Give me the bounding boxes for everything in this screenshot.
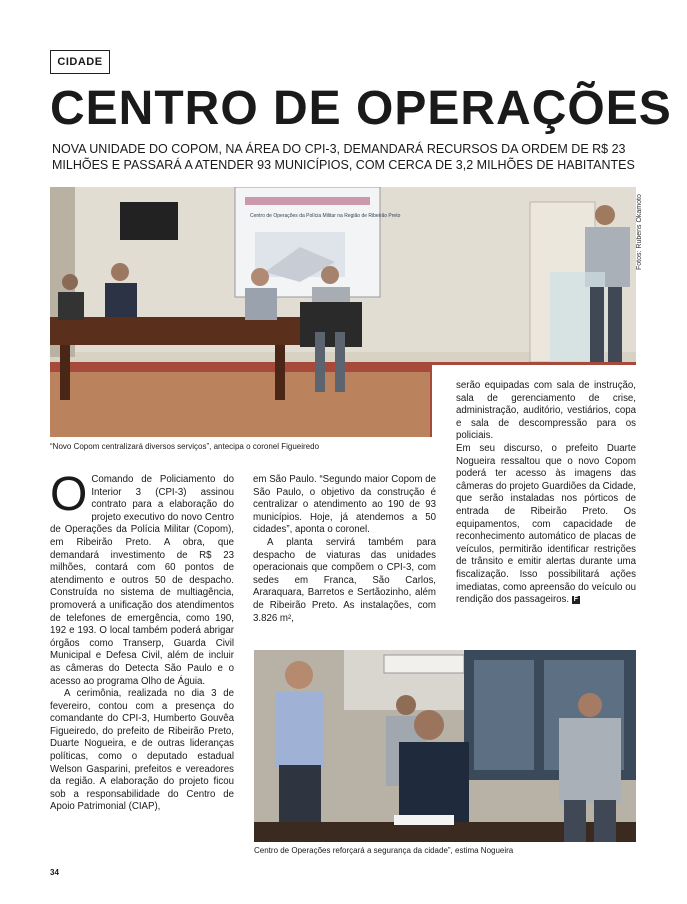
paragraph-4: A planta servirá também para despacho de viaturas das unidades operacionais que compõem o CPI-3, com sedes em Franca, São Carlos, Araraquara, Barretos e Sertãozinho, além de Ribeirão Preto. As instalações, com 3.826 m²,	[253, 536, 436, 624]
paragraph-6	[456, 443, 636, 607]
caption-top-photo: “Novo Copom centralizará diversos serviços”, antecipa o coronel Figueiredo	[50, 442, 320, 451]
page-number: 34	[50, 868, 59, 877]
paragraph-1-text: Comando de Policiamento do Interior 3 (CPI-3) assinou contrato para a elaboração do projeto executivo do novo Centro de Operações da Polícia Militar (Copom), em Ribeirão Preto. A obra, que demandará investimento de R$ 23 milhões, contará com 60 pontos de atendimento e outros 50 de despacho. Construída no sistema de multiagência, promoverá a unificação dos atendimentos de telefones de emergência, como 190, 192 e 193. O local também poderá abrigar órgãos como Transerp, Guarda Civil Municipal e Defesa Civil, além de incluir as câmeras do Detecta São Paulo e o acesso ao programa Olho de Águia.	[50, 474, 234, 687]
headline: CENTRO DE OPERAÇÕES	[50, 82, 672, 135]
end-of-article-icon: F	[573, 595, 578, 603]
paragraph-1	[50, 468, 234, 688]
screen-slide-title: Centro de Operações da Polícia Militar na Região de Ribeirão Preto	[250, 213, 401, 219]
column-2	[253, 474, 436, 625]
paragraph-2: A cerimônia, realizada no dia 3 de fevereiro, contou com a presença do comandante do CPI-3, Humberto Gouvêa Figueiredo, do prefeito de Ribeirão Preto, Duarte Nogueira, e de outras lideranças políticas, como o deputado estadual Welson Gasparini, prefeitos e vereadores da região. A elaboração do projeto ficou sob a responsabilidade do Centro de Apoio Patrimonial (CIAP),	[50, 688, 234, 813]
column-3	[456, 380, 636, 607]
photo-credit: Fotos: Rubens Okamoto	[636, 194, 643, 270]
section-tag: CIDADE	[50, 50, 110, 74]
paragraph-5: serão equipadas com sala de instrução, sala de gerenciamento de crise, administração, auditório, vestiários, copa e sala de descompressão para os policiais.	[456, 380, 636, 442]
paragraph-3: em São Paulo. “Segundo maior Copom de São Paulo, o objetivo da construção é centralizar o atendimento ao 190 de 93 municípios. Hoje, já atendemos a 50 cidades”, aponta o coronel.	[253, 474, 436, 536]
paragraph-6-text: Em seu discurso, o prefeito Duarte Nogueira ressaltou que o novo Copom poderá ter acesso às imagens das câmeras do projeto Guardiões da Cidade, que serão instaladas nos pórticos de entrada de Ribeirão Preto. Os equipamentos, com capacidade de reconhecimento automático de placas de veículos, permitirão identificar restrições de trânsito e emitir alertas durante uma fiscalização. Isso possibilitará ações imediatas, como apreensão do veículo ou rendição dos passageiros.	[456, 442, 636, 606]
photo-signing	[254, 650, 636, 842]
caption-bottom-photo: Centro de Operações reforçará a segurança da cidade”, estima Nogueira	[254, 846, 514, 855]
subtitle: NOVA UNIDADE DO COPOM, NA ÁREA DO CPI-3, DEMANDARÁ RECURSOS DA ORDEM DE R$ 23 MILHÕES E PASSARÁ A ATENDER 93 MUNICÍPIOS, COM CERCA DE 3,2 MILHÕES DE HABITANTES	[52, 142, 635, 172]
drop-cap: O	[50, 468, 88, 521]
column-1	[50, 468, 234, 814]
signing-illustration	[254, 650, 636, 842]
